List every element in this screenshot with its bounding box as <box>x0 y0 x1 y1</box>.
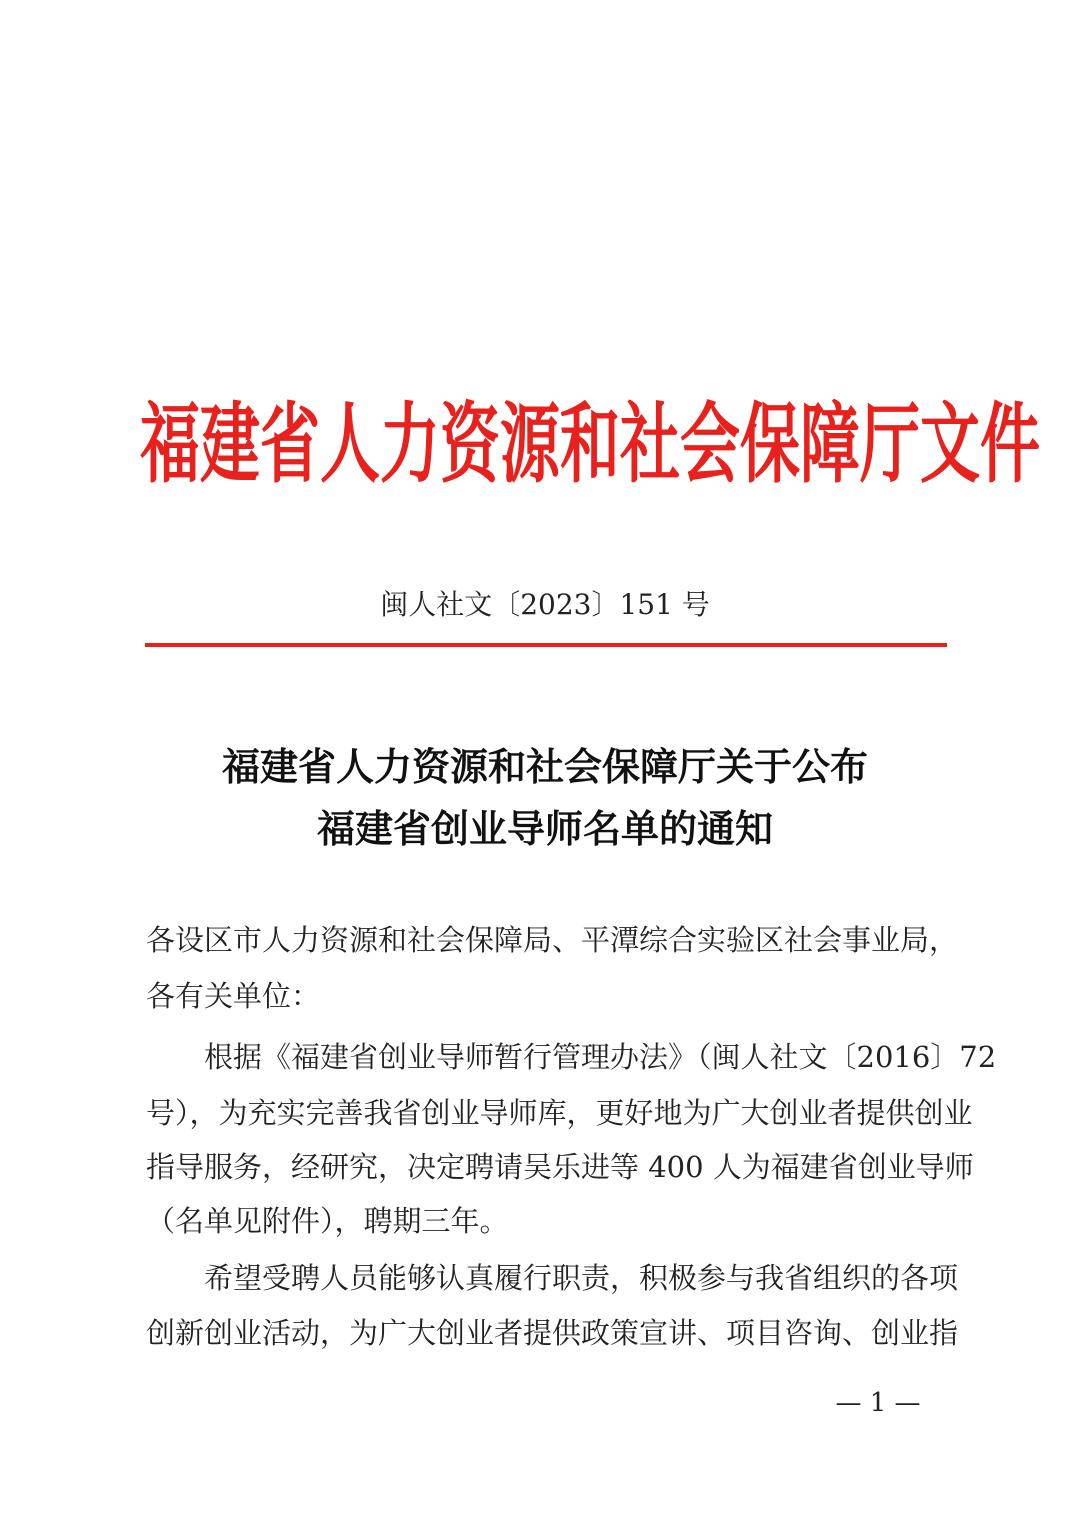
page-number: — 1 — <box>835 1388 921 1418</box>
body-paragraph-1-line-3: 指导服务，经研究，决定聘请吴乐进等 400 人为福建省创业导师 <box>146 1150 974 1184</box>
notice-title-line-1: 福建省人力资源和社会保障厅关于公布 <box>221 744 868 789</box>
body-paragraph-1-line-4: （名单见附件），聘期三年。 <box>146 1204 509 1238</box>
body-paragraph-1-line-2: 号），为充实完善我省创业导师库，更好地为广大创业者提供创业 <box>146 1096 973 1130</box>
masthead-title: 福建省人力资源和社会保障厅文件 <box>140 394 1040 496</box>
addressee-line-1: 各设区市人力资源和社会保障局、平潭综合实验区社会事业局， <box>146 923 959 957</box>
body-paragraph-2-line-2: 创新创业活动，为广大创业者提供政策宣讲、项目咨询、创业指 <box>146 1316 959 1350</box>
document-number: 闽人社文〔2023〕151 号 <box>380 588 710 621</box>
body-paragraph-1-line-1: 根据《福建省创业导师暂行管理办法》（闽人社文〔2016〕72 <box>146 1040 997 1074</box>
notice-title-line-2: 福建省创业导师名单的通知 <box>316 806 773 851</box>
red-divider-line <box>145 643 947 647</box>
addressee-line-2: 各有关单位： <box>146 979 321 1013</box>
body-paragraph-2-line-1: 希望受聘人员能够认真履行职责，积极参与我省组织的各项 <box>146 1261 959 1295</box>
